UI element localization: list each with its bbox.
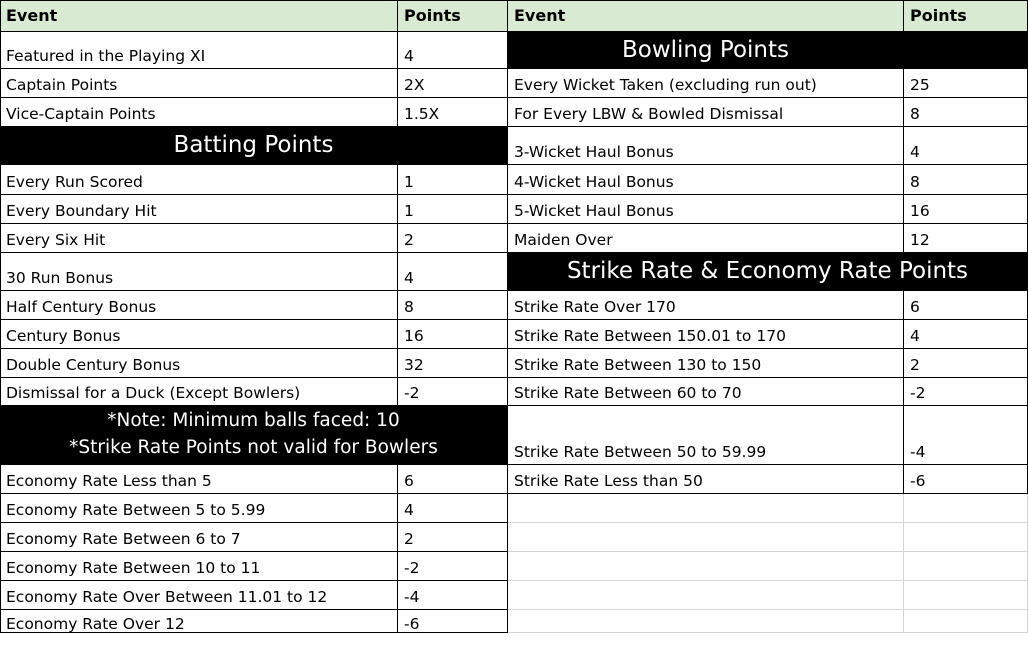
right-cell-points[interactable]: 25 xyxy=(904,69,1028,98)
left-cell-event[interactable]: Featured in the Playing XI xyxy=(0,32,398,69)
left-cell-event[interactable]: Economy Rate Over 12 xyxy=(0,610,398,633)
empty-cell[interactable] xyxy=(508,494,904,523)
left-cell-points[interactable]: -4 xyxy=(398,581,508,610)
left-cell-points[interactable]: 6 xyxy=(398,465,508,494)
right-cell-points[interactable]: -4 xyxy=(904,406,1028,465)
empty-cell[interactable] xyxy=(904,494,1028,523)
bowling-title-points-cell xyxy=(904,32,1028,69)
bowling-points-title: Bowling Points xyxy=(508,32,904,69)
left-cell-points[interactable]: -2 xyxy=(398,552,508,581)
left-cell-event[interactable]: Economy Rate Less than 5 xyxy=(0,465,398,494)
empty-cell[interactable] xyxy=(904,523,1028,552)
left-cell-points[interactable]: 2 xyxy=(398,523,508,552)
left-cell-event[interactable]: Economy Rate Between 10 to 11 xyxy=(0,552,398,581)
left-cell-event[interactable]: Every Six Hit xyxy=(0,224,398,253)
right-cell-points[interactable]: 4 xyxy=(904,320,1028,349)
strike-rate-note xyxy=(0,406,508,465)
left-cell-event[interactable]: Captain Points xyxy=(0,69,398,98)
left-cell-points[interactable]: 1.5X xyxy=(398,98,508,127)
left-cell-points[interactable]: 4 xyxy=(398,32,508,69)
right-cell-points[interactable]: 8 xyxy=(904,165,1028,195)
left-cell-points[interactable]: 4 xyxy=(398,253,508,291)
left-cell-event[interactable]: Dismissal for a Duck (Except Bowlers) xyxy=(0,378,398,406)
batting-points-title: Batting Points xyxy=(0,127,508,165)
left-cell-event[interactable]: Century Bonus xyxy=(0,320,398,349)
left-cell-points[interactable]: 2 xyxy=(398,224,508,253)
left-cell-points[interactable]: 8 xyxy=(398,291,508,320)
right-cell-points[interactable]: 8 xyxy=(904,98,1028,127)
right-cell-points[interactable]: 16 xyxy=(904,195,1028,224)
left-cell-event[interactable]: Economy Rate Between 5 to 5.99 xyxy=(0,494,398,523)
note-line-2: *Strike Rate Points not valid for Bowlers xyxy=(69,437,438,458)
left-cell-points[interactable]: 4 xyxy=(398,494,508,523)
right-cell-points[interactable]: 6 xyxy=(904,291,1028,320)
right-cell-points[interactable]: 12 xyxy=(904,224,1028,253)
left-cell-event[interactable]: Every Boundary Hit xyxy=(0,195,398,224)
right-cell-event[interactable]: 5-Wicket Haul Bonus xyxy=(508,195,904,224)
right-cell-event[interactable]: Strike Rate Between 50 to 59.99 xyxy=(508,406,904,465)
right-cell-event[interactable]: Strike Rate Between 150.01 to 170 xyxy=(508,320,904,349)
right-cell-event[interactable]: For Every LBW & Bowled Dismissal xyxy=(508,98,904,127)
left-cell-points[interactable]: 1 xyxy=(398,165,508,195)
right-cell-event[interactable]: 4-Wicket Haul Bonus xyxy=(508,165,904,195)
right-header-points[interactable]: Points xyxy=(904,0,1028,32)
empty-cell[interactable] xyxy=(904,581,1028,610)
left-cell-points[interactable]: 16 xyxy=(398,320,508,349)
left-cell-points[interactable]: -2 xyxy=(398,378,508,406)
strike-rate-points-title: Strike Rate & Economy Rate Points xyxy=(508,253,1028,291)
left-cell-points[interactable]: 2X xyxy=(398,69,508,98)
left-cell-points[interactable]: 32 xyxy=(398,349,508,378)
right-header-event[interactable]: Event xyxy=(508,0,904,32)
left-cell-event[interactable]: 30 Run Bonus xyxy=(0,253,398,291)
left-cell-event[interactable]: Vice-Captain Points xyxy=(0,98,398,127)
right-cell-event[interactable]: Strike Rate Between 130 to 150 xyxy=(508,349,904,378)
left-header-points[interactable]: Points xyxy=(398,0,508,32)
empty-cell[interactable] xyxy=(508,581,904,610)
empty-cell[interactable] xyxy=(904,552,1028,581)
left-cell-event[interactable]: Every Run Scored xyxy=(0,165,398,195)
right-cell-points[interactable]: 2 xyxy=(904,349,1028,378)
left-cell-points[interactable]: -6 xyxy=(398,610,508,633)
right-cell-event[interactable]: 3-Wicket Haul Bonus xyxy=(508,127,904,165)
left-cell-event[interactable]: Double Century Bonus xyxy=(0,349,398,378)
right-cell-event[interactable]: Strike Rate Over 170 xyxy=(508,291,904,320)
right-cell-points[interactable]: 4 xyxy=(904,127,1028,165)
empty-cell[interactable] xyxy=(508,552,904,581)
note-line-1: *Note: Minimum balls faced: 10 xyxy=(107,410,400,432)
right-cell-points[interactable]: -2 xyxy=(904,378,1028,406)
empty-cell[interactable] xyxy=(508,523,904,552)
left-header-event[interactable]: Event xyxy=(0,0,398,32)
empty-cell[interactable] xyxy=(904,610,1028,633)
left-cell-event[interactable]: Economy Rate Between 6 to 7 xyxy=(0,523,398,552)
right-cell-event[interactable]: Maiden Over xyxy=(508,224,904,253)
right-cell-event[interactable]: Strike Rate Between 60 to 70 xyxy=(508,378,904,406)
left-cell-event[interactable]: Half Century Bonus xyxy=(0,291,398,320)
left-cell-points[interactable]: 1 xyxy=(398,195,508,224)
empty-cell[interactable] xyxy=(508,610,904,633)
right-cell-event[interactable]: Every Wicket Taken (excluding run out) xyxy=(508,69,904,98)
left-cell-event[interactable]: Economy Rate Over Between 11.01 to 12 xyxy=(0,581,398,610)
right-cell-points[interactable]: -6 xyxy=(904,465,1028,494)
right-cell-event[interactable]: Strike Rate Less than 50 xyxy=(508,465,904,494)
